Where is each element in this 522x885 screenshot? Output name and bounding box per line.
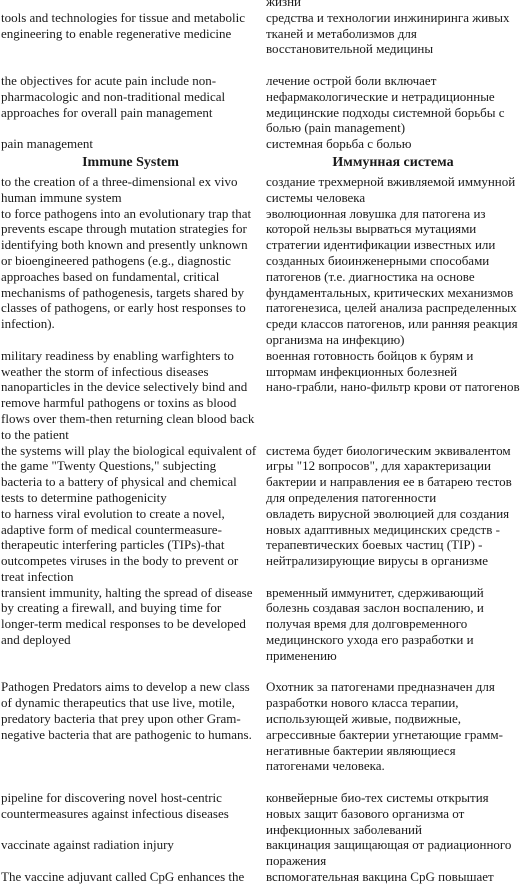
russian-term: лечение острой боли включает нефармакологические и нетрадиционные медицинские подходы системной борьбы с болью (pain management) — [266, 72, 505, 136]
english-term: nanoparticles in the device selectively bind and remove harmful pathogens or toxins as blood flows over them-then returning clean blood back to the patient — [1, 379, 255, 442]
russian-term: создание трехмерной вживляемой иммунной системы человека — [266, 173, 516, 205]
glossary-row — [0, 73, 522, 136]
glossary-row — [0, 136, 522, 152]
glossary-row — [0, 790, 522, 837]
english-term: the systems will play the biological equivalent of the game "Twenty Questions," subjecting bacteria to a battery of physical and chemical tests to determine pathogenicity — [1, 442, 257, 505]
english-term: the objectives for acute pain include non-pharmacologic and non-traditional medical approaches for overall pain management — [1, 72, 226, 120]
glossary-row — [0, 206, 522, 348]
section-heading — [0, 152, 522, 174]
russian-term: военная готовность бойцов к бурям и штормам инфекционных болезней — [266, 347, 474, 379]
russian-term: средства и технологии инжиниринга живых тканей и метаболизмов для восстановительной медицины — [266, 9, 510, 57]
english-term: military readiness by enabling warfighters to weather the storm of infectious diseases — [1, 347, 234, 379]
russian-term: нано-грабли, нано-фильтр крови от патогенов — [266, 379, 520, 395]
russian-term: Охотник за патогенами предназначен для разработки нового класса терапии, использующей живые, подвижные, агрессивные бактерии угнетающие грамм-негативные бактерии являющиеся патогенами человека. — [266, 679, 503, 774]
russian-term: конвейерные био-тех системы открытия новых защит базового организма от инфекционных заболеваний — [266, 790, 489, 837]
english-term: tools and technologies for tissue and metabolic engineering to enable regenerative medicine — [1, 9, 246, 41]
glossary-row — [0, 679, 522, 774]
russian-term: системная борьба с болью — [266, 136, 412, 152]
english-term: transient immunity, halting the spread of disease by creating a firewall, and buying time for longer-term medical responses to be developed and deployed — [1, 584, 253, 648]
russian-term: система будет биологическим эквивалентом игры "12 вопросов", для характеризации бактерии и направления ее в батарею тестов для определения патогенности — [266, 442, 512, 505]
english-term: vaccinate against radiation injury — [1, 837, 174, 853]
russian-term: эволюционная ловушка для патогена из которой нельзы вырваться мутациями стратегии идентификации известных или созданных биоинженерными способами патогенов (т.е. диагностика на основе фундаментальных, критических механизмов патогенезиса, целей анализа распределенных среди классов патогенов, или ранняя реакция организма на инфекцию) — [266, 205, 518, 347]
english-term: to harness viral evolution to create a novel, adaptive form of medical countermeasure-therapeutic interfering particles (TIPs)-that outcompetes viruses in the body to prevent or treat infection — [1, 505, 239, 584]
russian-term: временный иммунитет, сдерживающий болезнь создавая заслон воспалению, и получая время для долговременного медицинского ухода его разработки и применению — [266, 584, 484, 663]
glossary-row — [0, 869, 522, 885]
glossary-row — [0, 0, 522, 10]
english-section-title: Immune System — [82, 154, 179, 170]
glossary-row — [0, 348, 522, 380]
glossary-row — [0, 174, 522, 206]
row-gap — [0, 57, 522, 73]
russian-term: вспомогательная вакцина CpG повышает — [266, 869, 494, 885]
english-term: pipeline for discovering novel host-centric countermeasures against infectious diseases — [1, 790, 229, 821]
glossary-row — [0, 585, 522, 664]
english-term: The vaccine adjuvant called CpG enhances the — [1, 869, 245, 885]
glossary-row — [0, 506, 522, 585]
row-gap — [0, 664, 522, 680]
russian-section-title: Иммунная система — [332, 154, 454, 170]
glossary-row — [0, 379, 522, 442]
english-term: to force pathogens into an evolutionary trap that prevents escape through mutation strategies for identifying both known and presently unknown or bioengineered pathogens (e.g., diagnostic approaches based on fundamental, critical mechanisms of pathogenesis, targets shared by classes of pathogens, or early host responses to infection). — [1, 205, 252, 332]
russian-term: вакцинация защищающая от радиационного поражения — [266, 837, 512, 869]
glossary-row — [0, 443, 522, 506]
glossary-row — [0, 10, 522, 57]
russian-term: овладеть вирусной эволюцией для создания новых адаптивных медицинских средств - терапевтических боевых частиц (TIP) - нейтрализирующие вирусы в организме — [266, 505, 510, 569]
english-term: pain management — [1, 136, 94, 152]
row-gap — [0, 774, 522, 790]
english-term: Pathogen Predators aims to develop a new class of dynamic therapeutics that use live, motile, predatory bacteria that prey upon other Gram-negative bacteria that are pathogenic to humans. — [1, 679, 252, 742]
russian-term: жизни — [266, 0, 301, 9]
glossary-row — [0, 837, 522, 869]
english-term: to the creation of a three-dimensional ex vivo human immune system — [1, 173, 238, 205]
